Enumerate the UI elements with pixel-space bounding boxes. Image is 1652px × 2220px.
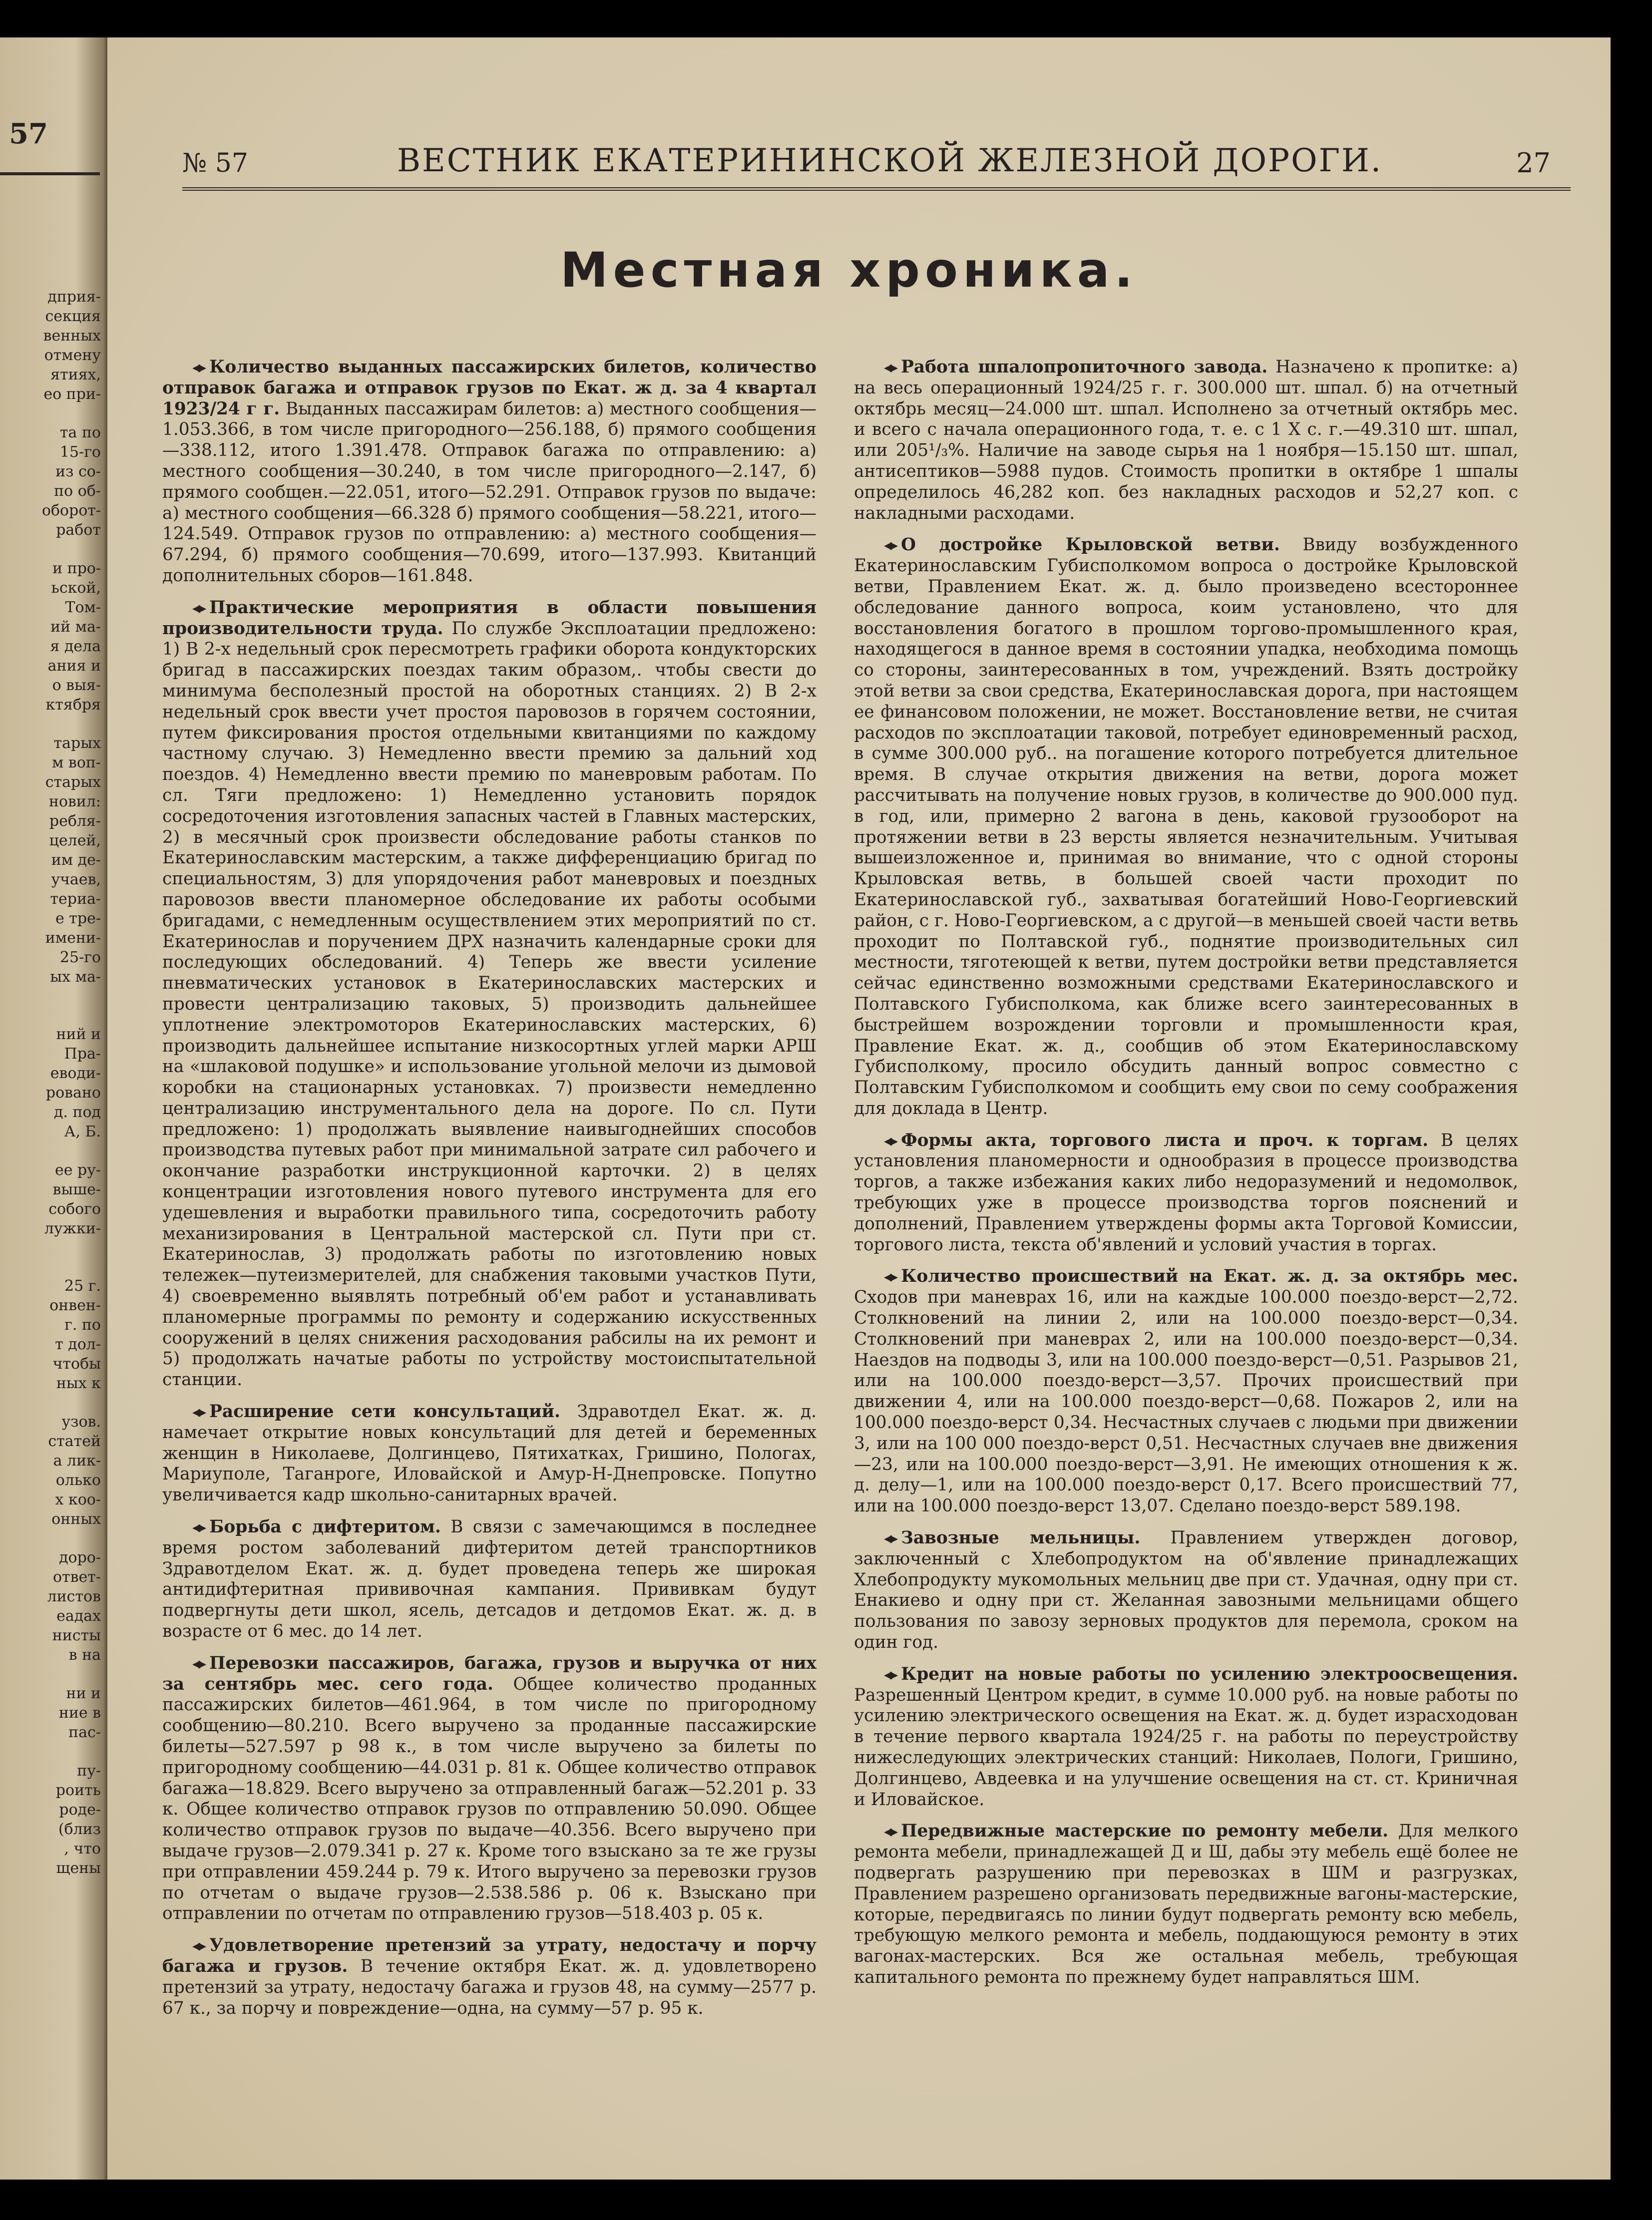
news-item-body: В целях установления планомерности и однообразия в процессе производства торгов, а также избежания каких либо недоразумений и недомолвок, требующих уже в процессе производства торгов пояснений и дополнений, Правлением утверждены формы акта Торговой Комиссии, торгового листа, текста об'явлений и условий участия в торгах. bbox=[854, 1130, 1518, 1255]
running-header bbox=[182, 137, 1571, 191]
news-item-body: Здравотдел Екат. ж. д. намечает открытие новых консультаций для детей и беременных женщин в Николаеве, Долгинцево, Пятихатках, Гришино, Пологах, Мариуполе, Таганроге, Иловайской и Амур-Н-Днепровске. Попутно увеличивается кадр школьно-санитарных врачей. bbox=[162, 1402, 817, 1505]
news-item-body: Общее количество проданных пассажирских билетов—461.964, в том числе по пригородному сообщению—80.210. Всего выручено за проданные пассажирские билеты—527.597 р 98 к., в том числе выручено за билеты по пригородному сообщению—44.031 р. 81 к. Общее количество отправок багажа—18.829. Всего выручено за отправленный багаж—52.201 р. 33 к. Общее количество отправок грузов по отправлению 50.090. Общее количество отправок грузов по выдаче—40.356. Всего выручено при выдаче грузов—2.079.341 р. 27 к. Кроме того взыскано за те же грузы при отправлении 459.244 р. 79 к. Итого выручено за перевозки грузов по отчетам о выдаче грузов—2.538.586 р. 06 к. Взыскано при отправлении по отчетам по отправлению грузов—518.403 р. 05 к. bbox=[162, 1674, 817, 1924]
news-item-title: Борьба с дифтеритом. bbox=[209, 1517, 441, 1537]
adjacent-text-fragment: 15-го bbox=[59, 443, 101, 461]
adjacent-text-fragment: онных bbox=[51, 1510, 101, 1528]
adjacent-text-fragment: ых ма- bbox=[50, 968, 101, 986]
adjacent-text-fragment bbox=[0, 987, 105, 1006]
adjacent-text-fragment: пу- bbox=[77, 1762, 101, 1780]
news-item bbox=[854, 535, 1518, 1119]
ornament-arrow-icon: ◂▸ bbox=[192, 1402, 205, 1422]
adjacent-text-fragment: щены bbox=[56, 1859, 101, 1877]
adjacent-text-fragment: выше- bbox=[52, 1181, 101, 1198]
adjacent-text-fragments bbox=[0, 287, 105, 1878]
adjacent-text-fragment bbox=[0, 1529, 105, 1548]
adjacent-text-fragment: о выя- bbox=[52, 677, 101, 694]
news-item-title: Удовлетворение претензий за утрату, недостачу и порчу багажа и грузов. bbox=[162, 1935, 817, 1976]
ornament-arrow-icon: ◂▸ bbox=[884, 1822, 896, 1841]
adjacent-text-fragment: ания и bbox=[47, 657, 101, 675]
adjacent-text-fragment: тарых bbox=[53, 735, 101, 752]
adjacent-text-fragment: ьской, bbox=[51, 579, 101, 597]
adjacent-text-fragment: м воп- bbox=[52, 754, 101, 771]
right-column bbox=[854, 357, 1518, 1999]
news-item-body: Ввиду возбужденного Екатеринославским Губисполкомом вопроса о достройке Крыловской ветви, Правлением Екат. ж. д. было произведено всестороннее обследование данного вопроса, коим установлено, что для восстановления богатого в прошлом торгово-промышленного края, находящегося в данное время в состоянии упадка, необходима помощь со стороны, заинтересованных в том, учреждений. Взять достройку этой ветви за свои средства, Екатеринославская дорога, при настоящем ее финансовом положении, не может. Восстановление ветви, не считая расходов по эксплоатации таковой, потребует единовременный расход, в сумме 300.000 руб.. на погашение которого потребуется длительное время. В случае открытия движения на ветви, дорога может рассчитывать на получение новых грузов, в количестве до 900.000 пуд. в год, или, примерно 2 вагона в день, каковой грузооборот на протяжении ветви в 23 версты является незначительным. Учитывая вышеизложенное и, принимая во внимание, что с одной стороны Крыловская ветвь, в большей своей части проходит по Екатеринославской губ., захватывая богатейший Ново-Георгиевский район, с г. Ново-Георгиевском, а с другой—в меньшей своей части ветвь проходит по Полтавской губ., поднятие производительных сил местности, тяготеющей к ветви, путем достройки ветви представляется сейчас единственно возможными средствами Екатеринославского и Полтавского Губисполкома, как ближе всего заинтересованных в быстрейшем возрождении торговли и промышленности края, Правление Екат. ж. д., сообщив об этом Екатеринославскому Губисполкому, просило обсудить данный вопрос совместно с Полтавским Губисполкомом и сообщить ему свои по сему соображения для доклада в Центр. bbox=[854, 535, 1518, 1118]
adjacent-text-fragment: г. по bbox=[64, 1316, 101, 1334]
adjacent-text-fragment: териа- bbox=[50, 890, 101, 908]
adjacent-text-fragment: собого bbox=[48, 1200, 101, 1218]
news-item-title: Кредит на новые работы по усилению электроосвещения. bbox=[901, 1664, 1518, 1684]
adjacent-text-fragment: а лик- bbox=[53, 1452, 101, 1470]
news-item-title: Практические мероприятия в области повышения производительности труда. bbox=[162, 597, 817, 639]
news-item-body: В связи с замечающимся в последнее время ростом заболеваний дифтеритом детей транспортников Здравотделом Екат. ж. д. будет проведена теперь же широкая антидифтеритная прививочная кампания. Прививкам будут подвергнуты дети школ, ясель, детсадов и детдомов Екат. ж. д. в возрасте от 6 мес. до 14 лет. bbox=[162, 1517, 817, 1642]
news-item bbox=[854, 357, 1518, 524]
adjacent-text-fragment bbox=[0, 1238, 105, 1257]
adjacent-text-fragment bbox=[0, 1141, 105, 1160]
news-item bbox=[162, 1402, 817, 1506]
adjacent-text-fragment: ребля- bbox=[49, 812, 101, 830]
news-item-title: Завозные мельницы. bbox=[901, 1528, 1141, 1548]
news-item-body: Правлением утвержден договор, заключенный с Хлебопродуктом на об'явление принадлежащих Хлебопродукту мукомольных мельниц две при ст. Удачная, одну при ст. Енакиево и одну при ст. Желанная завозными мельницами общего пользования по завозу зерновых продуктов для перемола, сроком на один год. bbox=[854, 1528, 1518, 1653]
adjacent-text-fragment: я дела bbox=[50, 638, 101, 655]
ornament-arrow-icon: ◂▸ bbox=[884, 358, 896, 376]
adjacent-text-fragment: из со- bbox=[55, 463, 101, 480]
adjacent-text-fragment: ни и bbox=[66, 1685, 101, 1702]
page-number: 27 bbox=[1516, 147, 1551, 179]
adjacent-text-fragment: еадах bbox=[56, 1607, 101, 1625]
adjacent-text-fragment: по об- bbox=[54, 482, 101, 500]
news-item-title: Передвижные мастерские по ремонту мебели. bbox=[901, 1821, 1389, 1842]
section-title: Местная хроника. bbox=[560, 242, 1138, 298]
adjacent-text-fragment: доро- bbox=[59, 1549, 101, 1566]
ornament-arrow-icon: ◂▸ bbox=[884, 1130, 896, 1150]
adjacent-text-fragment: целей, bbox=[49, 832, 101, 849]
news-item bbox=[854, 1821, 1518, 1988]
adjacent-text-fragment: статей bbox=[48, 1433, 101, 1450]
adjacent-text-fragment: нисты bbox=[52, 1627, 101, 1644]
adjacent-text-fragment: чтобы bbox=[52, 1355, 101, 1373]
adjacent-text-fragment bbox=[0, 715, 105, 734]
news-item-body: Разрешенный Центром кредит, в сумме 10.000 руб. на новые работы по усилению электрического освещения на Екат. ж. д. будет израсходован в течение первого квартала 1924/25 г. на работы по переустройству нижеследующих электрических станций: Николаев, Пологи, Гришино, Долгинцево, Авдеевка и на улучшение освещения на ст. ст. Криничная и Иловайское. bbox=[854, 1685, 1518, 1810]
news-item bbox=[854, 1130, 1518, 1256]
news-item-title: Количество происшествий на Екат. ж. д. за октябрь мес. bbox=[901, 1266, 1518, 1287]
adjacent-text-fragment: работ bbox=[56, 521, 101, 539]
news-item-body: Назначено к пропитке: а) на весь операционный 1924/25 г. г. 300.000 шт. шпал. б) на отчетный октябрь месяц—24.000 шт. шпал. Исполнено за отчетный октябрь мес. и всего с начала операционного года, т. е. с 1 Х с. г.—49.310 шт. шпал, или 205¹/₃%. Наличие на заводе сырья на 1 ноября—15.150 шт. шпал, антисептиков—5988 пудов. Стоимость пропитки в октябре 1 шпалы определилось 46,282 коп. без накладных расходов и 52,27 коп. с накладными расходами. bbox=[854, 357, 1519, 523]
news-item-title: О достройке Крыловской ветви. bbox=[901, 535, 1280, 555]
ornament-arrow-icon: ◂▸ bbox=[884, 1664, 896, 1684]
news-item bbox=[162, 357, 817, 587]
adjacent-text-fragment: 25-го bbox=[59, 949, 101, 966]
adjacent-text-fragment: старых bbox=[45, 773, 101, 791]
news-item-title: Формы акта, торгового листа и проч. к торгам. bbox=[901, 1130, 1429, 1150]
adjacent-text-fragment: ий ма- bbox=[50, 618, 101, 636]
left-column bbox=[162, 357, 817, 2030]
adjacent-text-fragment bbox=[0, 404, 105, 423]
adjacent-header-rule bbox=[0, 172, 100, 175]
adjacent-text-fragment: е тре- bbox=[55, 910, 101, 927]
adjacent-text-fragment: в на bbox=[68, 1646, 101, 1664]
adjacent-text-fragment bbox=[0, 1257, 105, 1276]
adjacent-text-fragment: ровано bbox=[45, 1084, 101, 1102]
adjacent-text-fragment: оборот- bbox=[41, 502, 101, 519]
adjacent-text-fragment: Пра- bbox=[64, 1045, 101, 1063]
adjacent-text-fragment: онвен- bbox=[49, 1297, 101, 1314]
adjacent-text-fragment: роде- bbox=[59, 1801, 101, 1819]
news-item bbox=[854, 1266, 1518, 1517]
adjacent-text-fragment: пас- bbox=[68, 1724, 101, 1741]
journal-title: ВЕСТНИК ЕКАТЕРИНИНСКОЙ ЖЕЛЕЗНОЙ ДОРОГИ. bbox=[397, 142, 1383, 179]
news-item-body: Выданных пассажирам билетов: а) местного сообщения—1.053.366, в том числе пригородного—256.188, б) прямого сообщения—338.112, итого 1.391.478. Отправок багажа по отправлению: а) местного сообщения—30.240, в том числе пригородного—2.147, б) прямого сообщен.—22.051, итого—52.291. Отправок грузов по выдаче: а) местного сообщения—66.328 б) прямого сообщения—58.221, итого—124.549. Отправок грузов по отправлению: а) местного сообщения—67.294, б) прямого сообщения—70.699, итого—137.993. Квитанций дополнительных сборов—161.848. bbox=[162, 398, 817, 586]
adjacent-text-fragment: лужки- bbox=[44, 1220, 101, 1237]
ornament-arrow-icon: ◂▸ bbox=[884, 1267, 896, 1286]
ornament-arrow-icon: ◂▸ bbox=[192, 1653, 205, 1673]
adjacent-text-fragment: секция bbox=[45, 308, 101, 325]
adjacent-text-fragment: листов bbox=[47, 1588, 101, 1605]
news-item-title: Количество выданных пассажирских билетов, количество отправок багажа и отправок грузов по Екат. ж д. за 4 квартал 1923/24 г г. bbox=[162, 357, 817, 419]
news-item-title: Перевозки пассажиров, багажа, грузов и выручка от них за сентябрь мес. сего года. bbox=[162, 1653, 817, 1694]
ornament-arrow-icon: ◂▸ bbox=[192, 598, 205, 617]
adjacent-text-fragment: ятиях, bbox=[50, 366, 101, 383]
adjacent-text-fragment: ных к bbox=[56, 1375, 101, 1392]
adjacent-text-fragment: роить bbox=[55, 1782, 101, 1799]
adjacent-text-fragment: д. под bbox=[53, 1104, 101, 1121]
adjacent-text-fragment bbox=[0, 1742, 105, 1761]
news-item-title: Расширение сети консультаций. bbox=[209, 1402, 560, 1422]
adjacent-text-fragment: А, Б. bbox=[64, 1123, 101, 1140]
news-item-body: Сходов при маневрах 16, или на каждые 100.000 поездо-верст—2,72. Столкновений на линии 2, или на 100.000 поездо-верст—0,34. Столкновений при маневрах 2, или на 100.000 поездо-верст—0,34. Наездов на подводы 3, или на 100.000 поездо-верст—0,51. Разрывов 21, или на 100.000 поездо-верст—3,57. Прочих происшествий при движении 4, или на 100.000 поездо-верст—0,68. Пожаров 2, или на 100.000 поездо-верст 0,34. Несчастных случаев с людьми при движении 3, или на 100 000 поездо-верст 0,51. Несчастных случаев вне движения—23, или на 100.000 поездо-верст—3,91. Не имеющих отношения к ж. д. делу—1, или на 100.000 поездо-верст 0,17. Всего происшествий 77, или на 100.000 поездо-верст 13,07. Сделано поездо-верст 589.198. bbox=[854, 1287, 1518, 1516]
ornament-arrow-icon: ◂▸ bbox=[192, 1517, 205, 1537]
issue-number: № 57 bbox=[182, 148, 248, 178]
adjacent-page-number: 57 bbox=[9, 117, 48, 150]
adjacent-text-fragment: дприя- bbox=[47, 288, 101, 306]
adjacent-text-fragment: та по bbox=[59, 424, 101, 441]
adjacent-text-fragment: им де- bbox=[51, 851, 101, 869]
adjacent-text-fragment: , что bbox=[64, 1840, 101, 1857]
adjacent-text-fragment: венных bbox=[43, 327, 101, 345]
adjacent-text-fragment: ние в bbox=[58, 1704, 101, 1722]
adjacent-text-fragment: имени- bbox=[45, 929, 101, 947]
news-item-body: По службе Эксплоатации предложено: 1) В 2-х недельный срок пересмотреть графики оборота кондукторских бригад в пассажирских поездах таким образом,. чтобы свести до минимума бесполезный простой на оборотных станциях. 2) В 2-х недельный срок ввести учет простоя паровозов в горячем состоянии, путем фиксирования простоя отдельными квитанциями по каждому частному случаю. 3) Немедленно ввести премию за дальний ход поездов. 4) Немедленно ввести премию по маневровым работам. По сл. Тяги предложено: 1) Немедленно установить порядок сосредоточения изготовления запасных частей в Главных мастерских, 2) в месячный срок произвести обследование работы станков по Екатеринославским мастерским, а также дифференциацию бригад по специальностям, 3) для упорядочения работ маневровых и поездных паровозов ввести планомерное обследование их работы особыми бригадами, с немедленным осуществлением этих мероприятий по ст. Екатеринослав и поручением ДРХ назначить календарные сроки для последующих обследований. 4) Теперь же ввести усиление пневматических установок в Екатеринославских мастерских и провести централизацию таковых, 5) производить дальнейшее уплотнение электромоторов Екатеринославских мастерских, 6) производить дальнейшее испытание низкосортных углей марки АРШ на «шлаковой подушке» и использование угольной мелочи из дымовой коробки на стационарных установках. 7) произвести немедленно централизацию инструментального дела на дороге. По сл. Пути предложено: 1) продолжать выявление наивыгоднейших способов производства путевых работ при минимальной затрате сил рабочего и окончание разработки инструкционной карточки. 2) в целях концентрации изготовления нового путевого инструмента для его удешевления и выработки правильного типа, сосредоточить работу механизирования в Центральной мастерской сл. Пути при ст. Екатеринослав, 3) продолжать работы по изготовлению новых тележек—путеизмерителей, для снабжения таковыми участков Пути, 4) своевременно выявлять потребный об'ем работ и устанавливать планомерные программы по ремонту и содержанию искусственных сооружений в целях снижения расходования рабсилы на их ремонт и 5) продолжать начатые работы по устройству мостоиспытательной станции. bbox=[162, 618, 817, 1390]
news-item bbox=[854, 1528, 1518, 1653]
news-item bbox=[162, 598, 817, 1391]
adjacent-text-fragment: (близ bbox=[58, 1821, 101, 1838]
news-item bbox=[162, 1517, 817, 1642]
adjacent-text-fragment bbox=[0, 1665, 105, 1684]
adjacent-text-fragment bbox=[0, 1006, 105, 1025]
news-item-body: Для мелкого ремонта мебели, принадлежащей Д и Ш, дабы эту мебель ещё более не подвергать разрушению при перевозках в ШМ и разгрузках, Правлением разрешено организовать передвижные вагоны-мастерские, которые, передвигаясь по линии будут подвергать ремонту всю мебель, требующую мелкого ремонта и мебель, поддающуюся ремонту в этих вагонах-мастерских. Вся же остальная мебель, требующая капитального ремонта по прежнему будет направляться ШМ. bbox=[854, 1821, 1519, 1987]
adjacent-text-fragment: ео при- bbox=[43, 385, 101, 403]
news-item bbox=[162, 1935, 817, 2019]
adjacent-text-fragment: т дол- bbox=[55, 1336, 101, 1353]
adjacent-text-fragment: х коо- bbox=[55, 1491, 101, 1508]
adjacent-text-fragment: ний и bbox=[56, 1026, 101, 1043]
news-item bbox=[854, 1664, 1518, 1811]
adjacent-text-fragment: ответ- bbox=[52, 1568, 101, 1586]
adjacent-text-fragment: ее ру- bbox=[54, 1161, 101, 1179]
adjacent-text-fragment: новил: bbox=[48, 793, 101, 810]
ornament-arrow-icon: ◂▸ bbox=[192, 358, 205, 376]
news-item-title: Работа шпалопропиточного завода. bbox=[901, 357, 1268, 377]
adjacent-text-fragment bbox=[0, 1393, 105, 1412]
adjacent-text-fragment: еводи- bbox=[50, 1065, 101, 1082]
ornament-arrow-icon: ◂▸ bbox=[884, 1528, 896, 1548]
ornament-arrow-icon: ◂▸ bbox=[192, 1936, 205, 1955]
scanned-page bbox=[0, 37, 1611, 2180]
news-item-body: В течение октября Екат. ж. д. удовлетворено претензий за утрату, недостачу багажа и грузов 48, на сумму—2577 р. 67 к., за порчу и повреждение—одна, на сумму—57 р. 95 к. bbox=[162, 1956, 817, 2018]
adjacent-text-fragment: ктября bbox=[45, 696, 101, 714]
adjacent-text-fragment: узов. bbox=[61, 1413, 101, 1431]
adjacent-text-fragment: Том- bbox=[65, 599, 101, 616]
adjacent-text-fragment: отмену bbox=[44, 347, 101, 364]
adjacent-text-fragment: олько bbox=[55, 1472, 101, 1489]
adjacent-text-fragment bbox=[0, 540, 105, 559]
adjacent-text-fragment: и про- bbox=[52, 560, 101, 577]
adjacent-text-fragment: учаев, bbox=[51, 871, 101, 888]
news-item bbox=[162, 1653, 817, 1924]
adjacent-page-edge bbox=[0, 37, 107, 2180]
ornament-arrow-icon: ◂▸ bbox=[884, 535, 896, 555]
adjacent-text-fragment: 25 г. bbox=[64, 1277, 101, 1295]
